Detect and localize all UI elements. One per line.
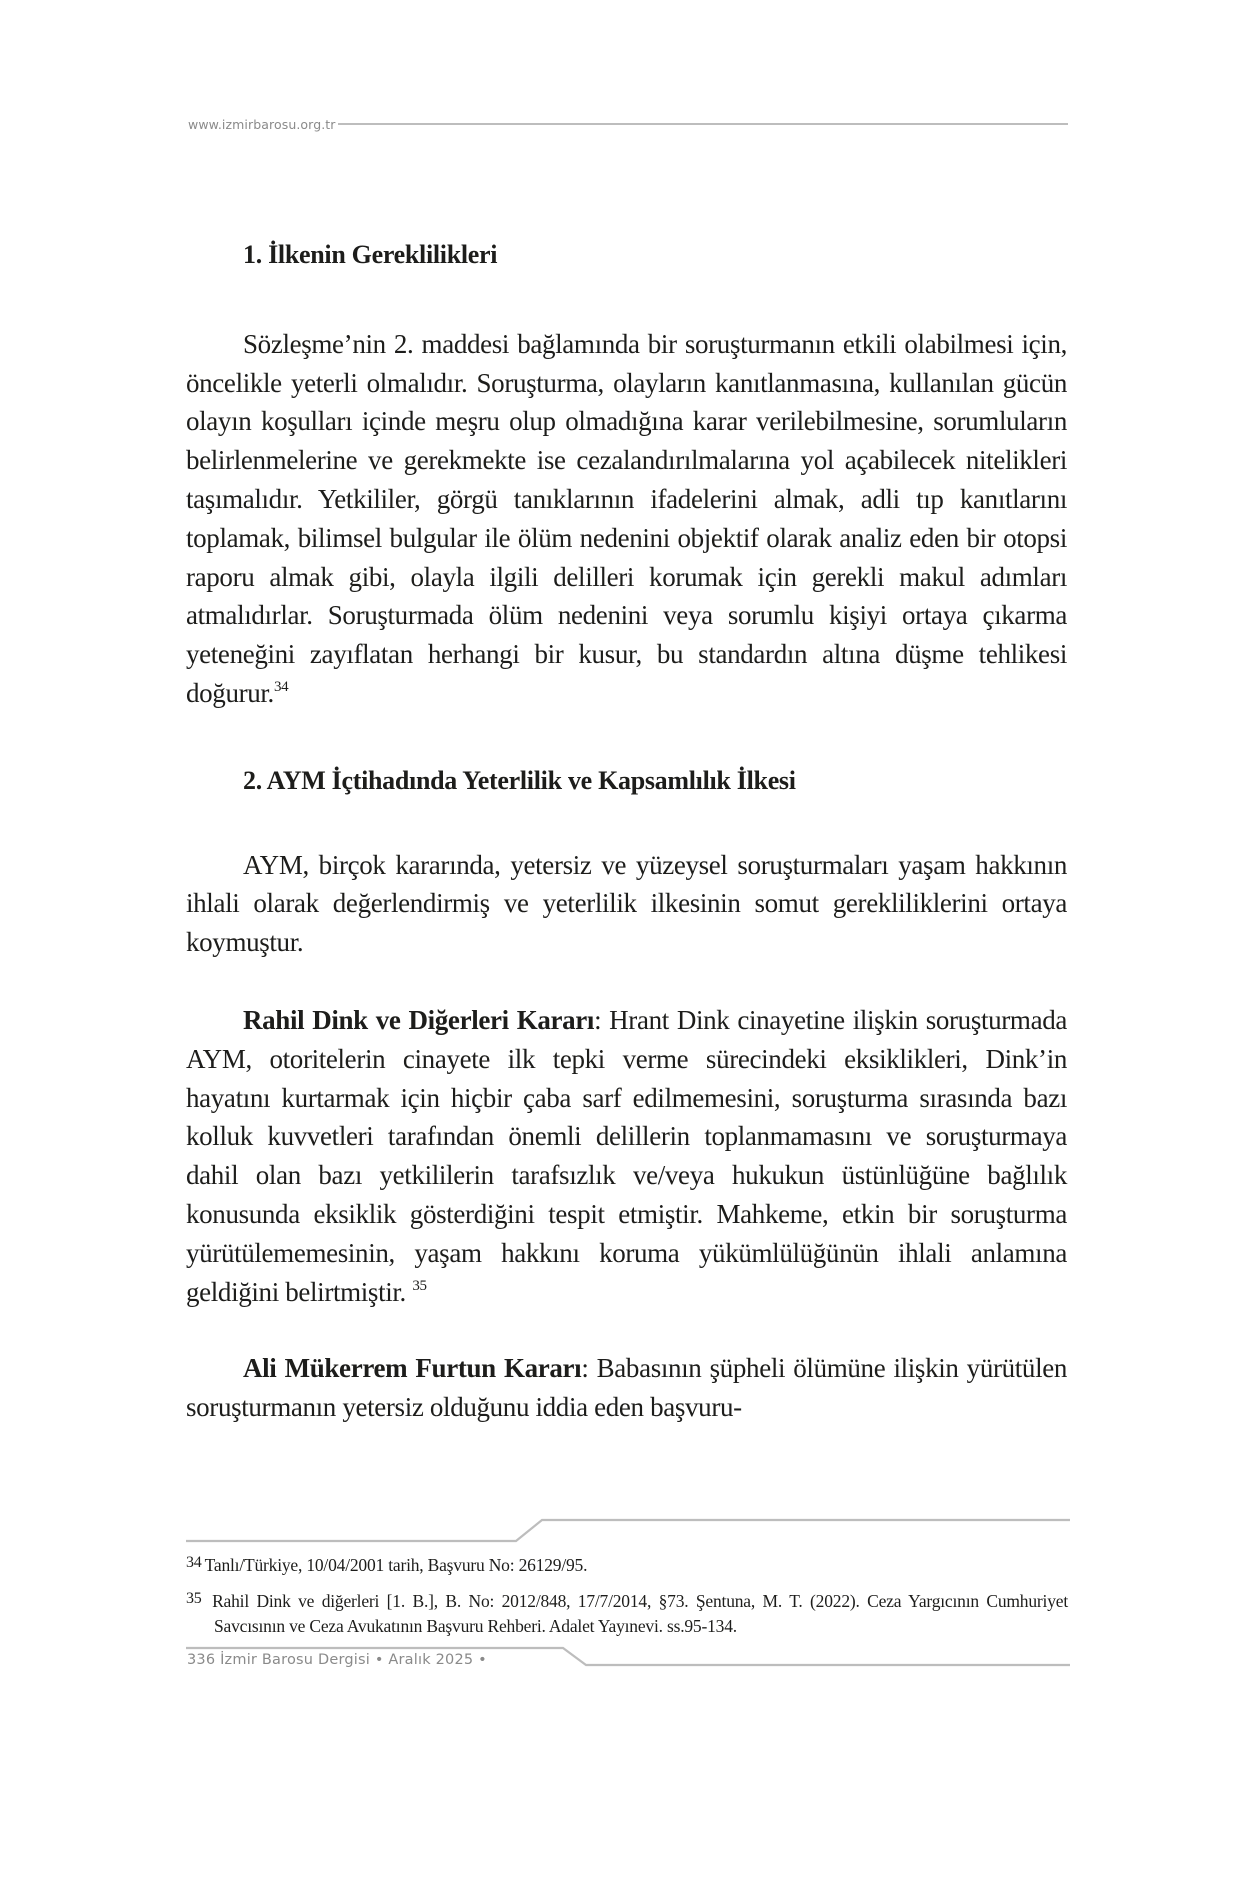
footnote-ref-34[interactable]: 34 bbox=[273, 678, 289, 695]
footnotes bbox=[186, 1550, 1068, 1647]
paragraph-furtun bbox=[186, 1349, 1067, 1427]
footnote-divider bbox=[186, 1518, 1070, 1544]
footnote-text: Rahil Dink ve diğerleri [1. B.], B. No: 2012/848, 17/7/2014, §73. Şentuna, M. T. (2022). Ceza Yargıcının Cumhuriyet Savcısının ve Ceza Avukatının Başvuru Rehberi. Adalet Yayınevi. ss.95-134. bbox=[212, 1591, 1068, 1636]
header-url: www.izmirbarosu.org.tr bbox=[188, 116, 336, 132]
header-rule bbox=[338, 123, 1068, 125]
paragraph-text: Sözleşme’nin 2. maddesi bağlamında bir soruşturmanın etkili olabilmesi için, öncelikle yeterli olmalıdır. Soruşturma, olayların kanıtlanmasına, kullanılan gücün olayın koşulları içinde meşru olup olmadığına karar verilebilmesine, sorumluların belirlenmelerine ve gerekmekte ise cezalandırılmalarına yol açabilecek nitelikleri taşımalıdır. Yetkililer, görgü tanıklarının ifadelerini almak, adli tıp kanıtlarını toplamak, bilimsel bulgular ile ölüm nedenini objektif olarak analiz eden bir otopsi raporu almak gibi, olayla ilgili delilleri korumak için gerekli makul adımları atmalıdırlar. Soruşturmada ölüm nedenini veya sorumlu kişiyi ortaya çıkarma yeteneğini zayıflatan herhangi bir kusur, bu standardın altına düşme tehlikesi doğurur. bbox=[186, 328, 1067, 708]
page-footer: 336 İzmir Barosu Dergisi • Aralık 2025 • bbox=[187, 1652, 487, 1668]
footnote-ref-35[interactable]: 35 bbox=[412, 1277, 427, 1294]
paragraph-text: : Babasının şüpheli ölümüne ilişkin yürütülen soruşturmanın yetersiz olduğunu iddia eden başvuru- bbox=[186, 1353, 1067, 1423]
running-header bbox=[188, 114, 1068, 134]
case-title-rahil-dink: Rahil Dink ve Diğerleri Kararı bbox=[243, 1004, 595, 1035]
paragraph-aym: AYM, birçok kararında, yetersiz ve yüzeysel soruşturmaları yaşam hakkının ihlali olarak değerlendirmiş ve yeterlilik ilkesinin somut gerekliliklerini ortaya koymuştur. bbox=[186, 849, 1067, 958]
section-heading-2: 2. AYM İçtihadında Yeterlilik ve Kapsamlılık İlkesi bbox=[243, 765, 796, 795]
footnote-number: 34 bbox=[186, 1554, 202, 1571]
paragraph-text: : Hrant Dink cinayetine ilişkin soruşturmada AYM, otoritelerin cinayete ilk tepki verme sürecindeki eksiklikleri, Dink’in hayatını kurtarmak için hiçbir çaba sarf edilmemesini, soruşturma sırasında bazı kolluk kuvvetleri tarafından önemli delillerin toplanmamasını ve soruşturmaya dahil olan bazı yetkililerin tarafsızlık ve/veya hukukun üstünlüğüne bağlılık konusunda eksiklik gösterdiğini tespit etmiştir. Mahkeme, etkin bir soruşturma yürütülememesinin, yaşam hakkını koruma yükümlülüğünün ihlali anlamına geldiğini belirtmiştir. bbox=[186, 1004, 1067, 1307]
case-title-furtun: Ali Mükerrem Furtun Kararı bbox=[243, 1353, 582, 1384]
footnote-34 bbox=[186, 1550, 1068, 1578]
article-body bbox=[186, 236, 1067, 1427]
section-heading-1: 1. İlkenin Gereklilikleri bbox=[243, 240, 498, 269]
footnote-text: Tanlı/Türkiye, 10/04/2001 tarih, Başvuru No: 26129/95. bbox=[204, 1555, 588, 1575]
paragraph-rahil-dink bbox=[186, 1001, 1067, 1311]
footnote-35 bbox=[186, 1586, 1068, 1639]
paragraph-requirements bbox=[186, 325, 1067, 713]
footnote-number: 35 bbox=[186, 1590, 202, 1607]
